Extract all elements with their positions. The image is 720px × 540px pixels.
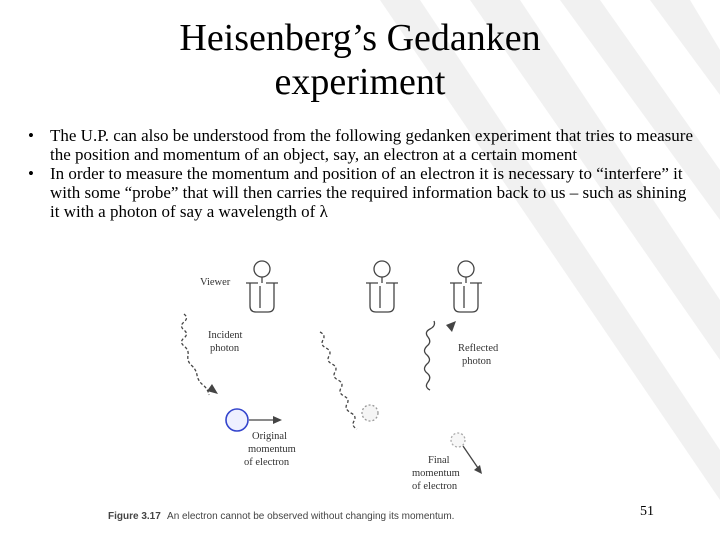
page-number: 51 <box>640 504 654 519</box>
incident-label-1: Incident <box>208 330 243 341</box>
reflected-arrow-icon <box>446 321 456 332</box>
original-label-2: momentum <box>248 444 296 455</box>
bullet-text: The U.P. can also be understood from the following gedanken experiment that tries to measure the position and momentum of an object, say, an electron at a certain moment <box>50 126 693 164</box>
incident-label-2: photon <box>210 343 240 354</box>
title-line-1: Heisenberg’s Gedanken <box>179 17 541 59</box>
bullet-text: In order to measure the momentum and position of an electron it is necessary to “interfere” it with some “probe” that will then carries the required information back to us – such as shining it with a photon of say a wavelength of λ <box>50 164 687 221</box>
middle-photon-wave <box>320 332 357 429</box>
bullet-marker: • <box>28 164 34 183</box>
viewer-icon <box>450 261 482 312</box>
final-label-2: momentum <box>412 468 460 479</box>
final-momentum-arrow-icon <box>474 465 482 474</box>
figure-number: Figure 3.17 <box>108 511 161 522</box>
viewer-label: Viewer <box>200 277 231 288</box>
electron-observation-figure <box>100 250 640 540</box>
figure-caption <box>108 511 454 522</box>
original-momentum-arrow-icon <box>273 416 282 424</box>
reflected-label-2: photon <box>462 356 492 367</box>
reflected-photon-wave <box>425 321 435 390</box>
original-electron <box>226 409 248 431</box>
bullet-list <box>28 126 698 221</box>
final-electron <box>451 433 465 447</box>
figure-caption-text: An electron cannot be observed without changing its momentum. <box>167 511 455 522</box>
bullet-item <box>28 126 698 164</box>
slide-title <box>100 16 620 104</box>
viewer-icon <box>246 261 278 312</box>
reflected-label-1: Reflected <box>458 343 499 354</box>
final-label-1: Final <box>428 455 450 466</box>
original-label-1: Original <box>252 431 287 442</box>
incident-photon-wave <box>182 314 210 395</box>
title-line-2: experiment <box>274 61 446 103</box>
final-label-3: of electron <box>412 481 458 492</box>
blurred-electron <box>362 405 378 421</box>
bullet-marker: • <box>28 126 34 145</box>
bullet-item <box>28 164 698 221</box>
viewer-icon <box>366 261 398 312</box>
original-label-3: of electron <box>244 457 290 468</box>
